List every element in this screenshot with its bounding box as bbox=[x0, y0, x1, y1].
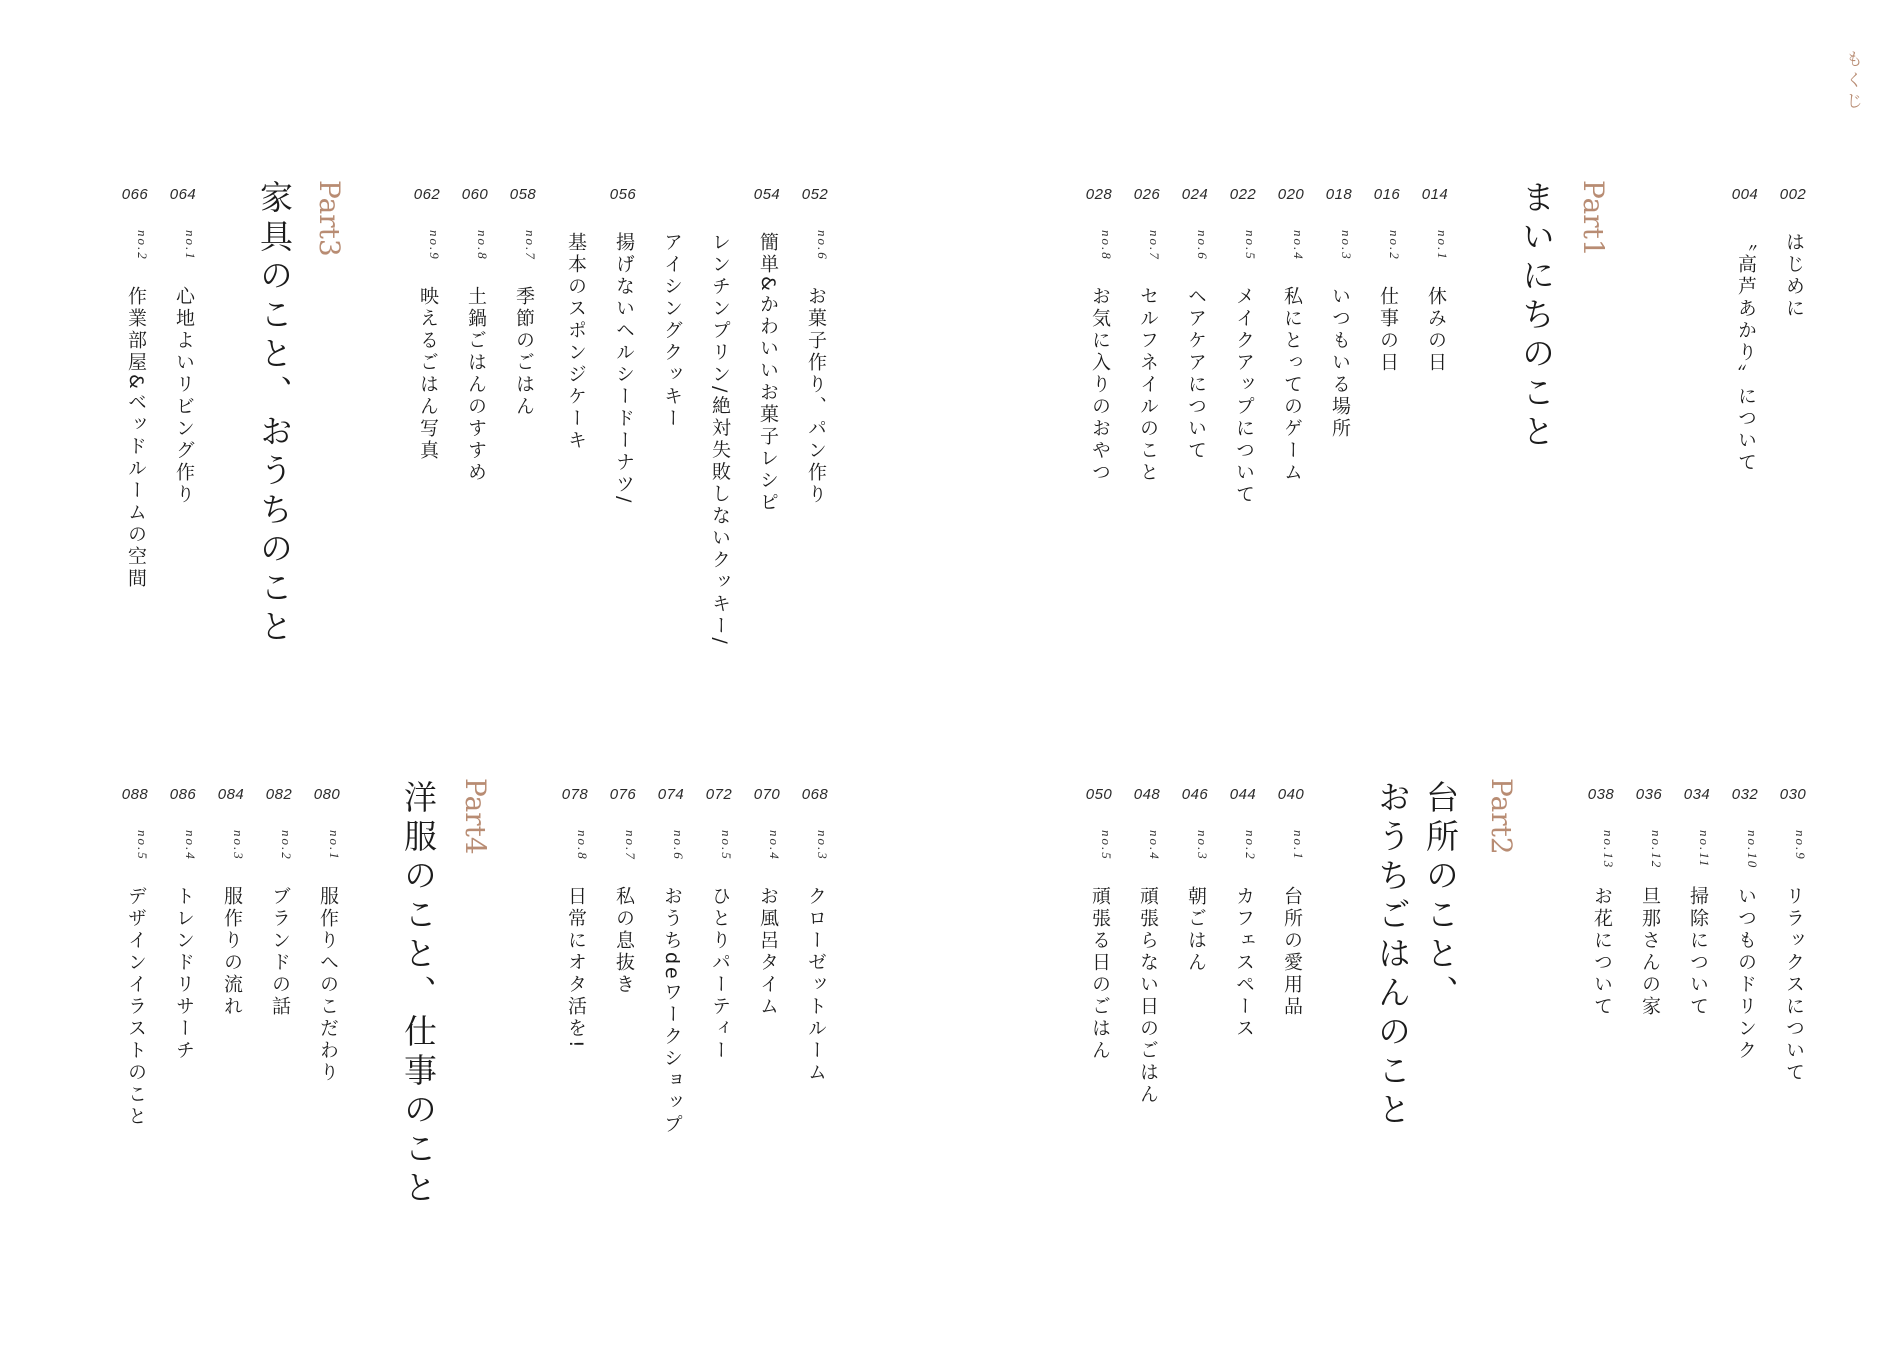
page-number: 068 bbox=[801, 786, 829, 803]
entry-title: 心地よいリビング作り bbox=[173, 286, 195, 506]
page-number: 004 bbox=[1731, 186, 1759, 203]
page-number: 032 bbox=[1731, 786, 1759, 803]
entry-title: クローゼットルーム bbox=[805, 886, 827, 1084]
entry-number: no.4 bbox=[1291, 230, 1306, 261]
entry-title: ブランドの話 bbox=[269, 886, 291, 1018]
entry-title: 映えるごはん写真 bbox=[417, 286, 439, 462]
entry-number: no.2 bbox=[279, 830, 294, 861]
part3-label: Part3 bbox=[313, 180, 346, 257]
page-number: 022 bbox=[1229, 186, 1257, 203]
page-number: 082 bbox=[265, 786, 293, 803]
entry-title: 掃除について bbox=[1687, 886, 1709, 1018]
entry-title: デザインイラストのこと bbox=[125, 886, 147, 1128]
entry-title: 服作りへのこだわり bbox=[317, 886, 339, 1084]
entry-title: メイクアップについて bbox=[1233, 286, 1255, 506]
page-number: 088 bbox=[121, 786, 149, 803]
page-number: 062 bbox=[413, 186, 441, 203]
entry-title: 朝ごはん bbox=[1185, 886, 1207, 974]
page-number: 052 bbox=[801, 186, 829, 203]
entry-title: 日常にオタ活を! bbox=[565, 886, 587, 1051]
page-number: 018 bbox=[1325, 186, 1353, 203]
entry-number: no.13 bbox=[1601, 830, 1616, 870]
entry-number: no.7 bbox=[623, 830, 638, 861]
entry-number: no.6 bbox=[1195, 230, 1210, 261]
page-number: 066 bbox=[121, 186, 149, 203]
page-number: 024 bbox=[1181, 186, 1209, 203]
page-number: 036 bbox=[1635, 786, 1663, 803]
entry-number: no.10 bbox=[1745, 830, 1760, 870]
entry-title-cont: アイシングクッキー bbox=[661, 232, 683, 430]
page-number: 034 bbox=[1683, 786, 1711, 803]
entry-title-cont: レンチンプリン/絶対失敗しないクッキー/ bbox=[709, 232, 731, 647]
entry-title: 作業部屋&ベッドルームの空間 bbox=[125, 286, 147, 590]
page-number: 084 bbox=[217, 786, 245, 803]
page-number: 002 bbox=[1779, 186, 1807, 203]
entry-number: no.6 bbox=[671, 830, 686, 861]
entry-number: no.4 bbox=[767, 830, 782, 861]
entry-number: no.3 bbox=[231, 830, 246, 861]
toc-header-label: もくじ bbox=[1842, 50, 1862, 113]
entry-number: no.5 bbox=[135, 830, 150, 861]
entry-title: セルフネイルのこと bbox=[1137, 286, 1159, 484]
entry-title: 簡単&かわいいお菓子レシピ bbox=[757, 232, 779, 514]
entry-title: 頑張る日のごはん bbox=[1089, 886, 1111, 1062]
entry-number: no.3 bbox=[1195, 830, 1210, 861]
page-number: 078 bbox=[561, 786, 589, 803]
entry-title: お花について bbox=[1591, 886, 1613, 1018]
entry-title: 季節のごはん bbox=[513, 286, 535, 418]
page-number: 054 bbox=[753, 186, 781, 203]
part4-label: Part4 bbox=[459, 778, 492, 855]
page-number: 016 bbox=[1373, 186, 1401, 203]
entry-number: no.1 bbox=[327, 830, 342, 861]
page-number: 020 bbox=[1277, 186, 1305, 203]
entry-number: no.9 bbox=[427, 230, 442, 261]
page-number: 064 bbox=[169, 186, 197, 203]
page-number: 050 bbox=[1085, 786, 1113, 803]
entry-title: 台所の愛用品 bbox=[1281, 886, 1303, 1018]
entry-title: カフェスペース bbox=[1233, 886, 1255, 1040]
page-number: 060 bbox=[461, 186, 489, 203]
page-number: 056 bbox=[609, 186, 637, 203]
entry-number: no.8 bbox=[1099, 230, 1114, 261]
part2-title-line2: おうちごはんのこと bbox=[1373, 780, 1412, 1131]
entry-title: ひとりパーティー bbox=[709, 886, 731, 1062]
entry-title: いつもいる場所 bbox=[1329, 286, 1351, 440]
entry-title: ヘアケアについて bbox=[1185, 286, 1207, 462]
entry-title: お風呂タイム bbox=[757, 886, 779, 1018]
entry-number: no.5 bbox=[1243, 230, 1258, 261]
entry-title: 揚げないヘルシードーナツ/ bbox=[613, 232, 635, 506]
entry-number: no.1 bbox=[1291, 830, 1306, 861]
page-number: 014 bbox=[1421, 186, 1449, 203]
entry-number: no.12 bbox=[1649, 830, 1664, 870]
entry-title: 私の息抜き bbox=[613, 886, 635, 996]
entry-number: no.7 bbox=[523, 230, 538, 261]
page-number: 030 bbox=[1779, 786, 1807, 803]
entry-number: no.3 bbox=[1339, 230, 1354, 261]
part1-title: まいにちのこと bbox=[1517, 180, 1556, 453]
entry-number: no.9 bbox=[1793, 830, 1808, 861]
entry-number: no.2 bbox=[135, 230, 150, 261]
page-number: 044 bbox=[1229, 786, 1257, 803]
entry-title: 土鍋ごはんのすすめ bbox=[465, 286, 487, 484]
entry-title: 〝高芦あかり〟について bbox=[1735, 232, 1757, 474]
page-number: 058 bbox=[509, 186, 537, 203]
page-number: 074 bbox=[657, 786, 685, 803]
entry-title: いつものドリンク bbox=[1735, 886, 1757, 1062]
part4-title: 洋服のこと、仕事のこと bbox=[399, 780, 438, 1209]
entry-number: no.4 bbox=[183, 830, 198, 861]
entry-number: no.7 bbox=[1147, 230, 1162, 261]
entry-title: 仕事の日 bbox=[1377, 286, 1399, 374]
entry-number: no.1 bbox=[183, 230, 198, 261]
page-number: 026 bbox=[1133, 186, 1161, 203]
page-number: 028 bbox=[1085, 186, 1113, 203]
entry-number: no.6 bbox=[815, 230, 830, 261]
page-number: 070 bbox=[753, 786, 781, 803]
part1-label: Part1 bbox=[1577, 180, 1610, 257]
entry-number: no.8 bbox=[475, 230, 490, 261]
entry-number: no.2 bbox=[1243, 830, 1258, 861]
page-number: 072 bbox=[705, 786, 733, 803]
page-number: 080 bbox=[313, 786, 341, 803]
page-number: 048 bbox=[1133, 786, 1161, 803]
entry-title: 休みの日 bbox=[1425, 286, 1447, 374]
entry-title: トレンドリサーチ bbox=[173, 886, 195, 1062]
entry-number: no.5 bbox=[1099, 830, 1114, 861]
entry-title: リラックスについて bbox=[1783, 886, 1805, 1084]
entry-title: 服作りの流れ bbox=[221, 886, 243, 1018]
entry-title-cont: 基本のスポンジケーキ bbox=[565, 232, 587, 452]
page-number: 038 bbox=[1587, 786, 1615, 803]
entry-number: no.3 bbox=[815, 830, 830, 861]
entry-number: no.2 bbox=[1387, 230, 1402, 261]
entry-title: 私にとってのゲーム bbox=[1281, 286, 1303, 484]
entry-title: 頑張らない日のごはん bbox=[1137, 886, 1159, 1106]
page-number: 046 bbox=[1181, 786, 1209, 803]
page-number: 040 bbox=[1277, 786, 1305, 803]
entry-number: no.5 bbox=[719, 830, 734, 861]
page-number: 086 bbox=[169, 786, 197, 803]
entry-number: no.8 bbox=[575, 830, 590, 861]
entry-title: お気に入りのおやつ bbox=[1089, 286, 1111, 484]
entry-title: おうちdeワークショップ bbox=[661, 886, 683, 1136]
entry-title: 旦那さんの家 bbox=[1639, 886, 1661, 1018]
entry-title: はじめに bbox=[1783, 232, 1805, 320]
part2-label: Part2 bbox=[1485, 778, 1518, 855]
part3-title: 家具のこと、おうちのこと bbox=[255, 180, 294, 648]
page-number: 076 bbox=[609, 786, 637, 803]
entry-title: お菓子作り、パン作り bbox=[805, 286, 827, 506]
part2-title: 台所のこと、 bbox=[1421, 780, 1460, 1014]
entry-number: no.1 bbox=[1435, 230, 1450, 261]
entry-number: no.11 bbox=[1697, 830, 1712, 869]
entry-number: no.4 bbox=[1147, 830, 1162, 861]
